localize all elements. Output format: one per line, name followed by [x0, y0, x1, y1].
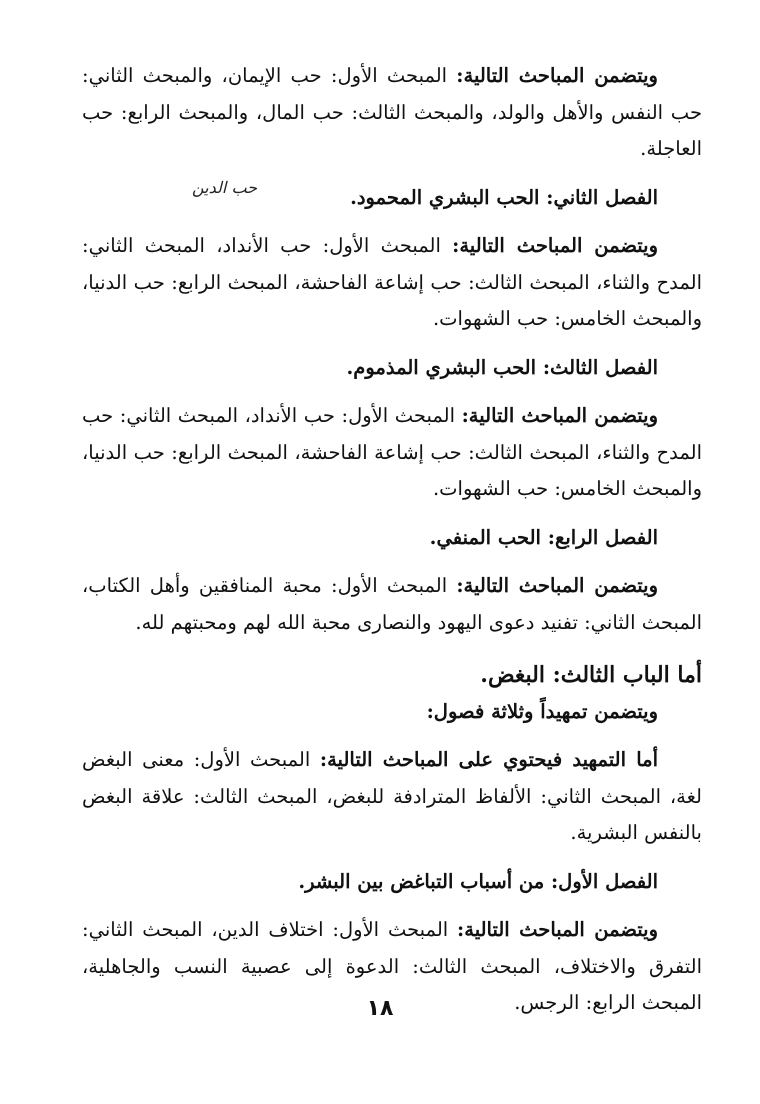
- paragraph-lead: ويتضمن المباحث التالية:: [457, 918, 658, 941]
- paragraph-tamhid: [82, 742, 702, 852]
- document-page: [82, 58, 702, 1022]
- paragraph-lead: ويتضمن المباحث التالية:: [456, 574, 658, 597]
- paragraph-fasl-4-mabahith: [82, 568, 702, 641]
- paragraph-lead: ويتضمن المباحث التالية:: [452, 234, 658, 257]
- heading-fasl-1: الفصل الأول: من أسباب التباغض بين البشر.: [298, 869, 658, 893]
- paragraph-lead: ويتضمن المباحث التالية:: [456, 64, 658, 87]
- heading-fasl-4: الفصل الرابع: الحب المنفي.: [429, 525, 658, 549]
- paragraph-fasl-2-mabahith: [82, 228, 702, 338]
- heading-fasl-3: الفصل الثالث: الحب البشري المذموم.: [346, 355, 658, 379]
- paragraph-lead: أما التمهيد فيحتوي على المباحث التالية:: [319, 748, 658, 771]
- paragraph-lead: ويتضمن المباحث التالية:: [461, 404, 658, 427]
- paragraph-text: المبحث الأول: حب الإيمان، والمبحث الثاني: حب النفس والأهل والولد، والمبحث الثالث: حب المال، والمبحث الرابع: حب العاجلة.: [82, 64, 702, 160]
- handwritten-note: حب الدين: [192, 178, 258, 197]
- paragraph-bab2-mabahith-1: [82, 58, 702, 168]
- heading-bab-3: أما الباب الثالث: البغض.: [480, 662, 702, 688]
- page-number: ١٨: [366, 996, 394, 1021]
- paragraph-text: المبحث الأول: حب الأنداد، المبحث الثاني: المدح والثناء، المبحث الثالث: حب إشاعة الفاحشة، المبحث الرابع: حب الدنيا، والمبحث الخامس: حب الشهوات.: [82, 234, 702, 330]
- paragraph-text: المبحث الأول: معنى البغض لغة، المبحث الثاني: الألفاظ المترادفة للبغض، المبحث الثالث: علاقة البغض بالنفس البشرية.: [82, 748, 702, 844]
- paragraph-fasl-3-mabahith: [82, 398, 702, 508]
- paragraph-text: المبحث الأول: اختلاف الدين، المبحث الثاني: التفرق والاختلاف، المبحث الثالث: الدعوة إلى عصبية النسب والجاهلية، المبحث الرابع: الرجس.: [82, 918, 702, 1014]
- paragraph-text: المبحث الأول: محبة المنافقين وأهل الكتاب، المبحث الثاني: تفنيد دعوى اليهود والنصارى محبة الله لهم ومحبتهم لله.: [82, 574, 702, 634]
- bab-3-intro: ويتضمن تمهيداً وثلاثة فصول:: [426, 699, 658, 723]
- paragraph-text: المبحث الأول: حب الأنداد، المبحث الثاني: حب المدح والثناء، المبحث الثالث: حب إشاعة الفاحشة، المبحث الرابع: حب الدنيا، والمبحث الخامس: حب الشهوات.: [82, 404, 702, 500]
- heading-fasl-2: الفصل الثاني: الحب البشري المحمود.: [350, 185, 658, 209]
